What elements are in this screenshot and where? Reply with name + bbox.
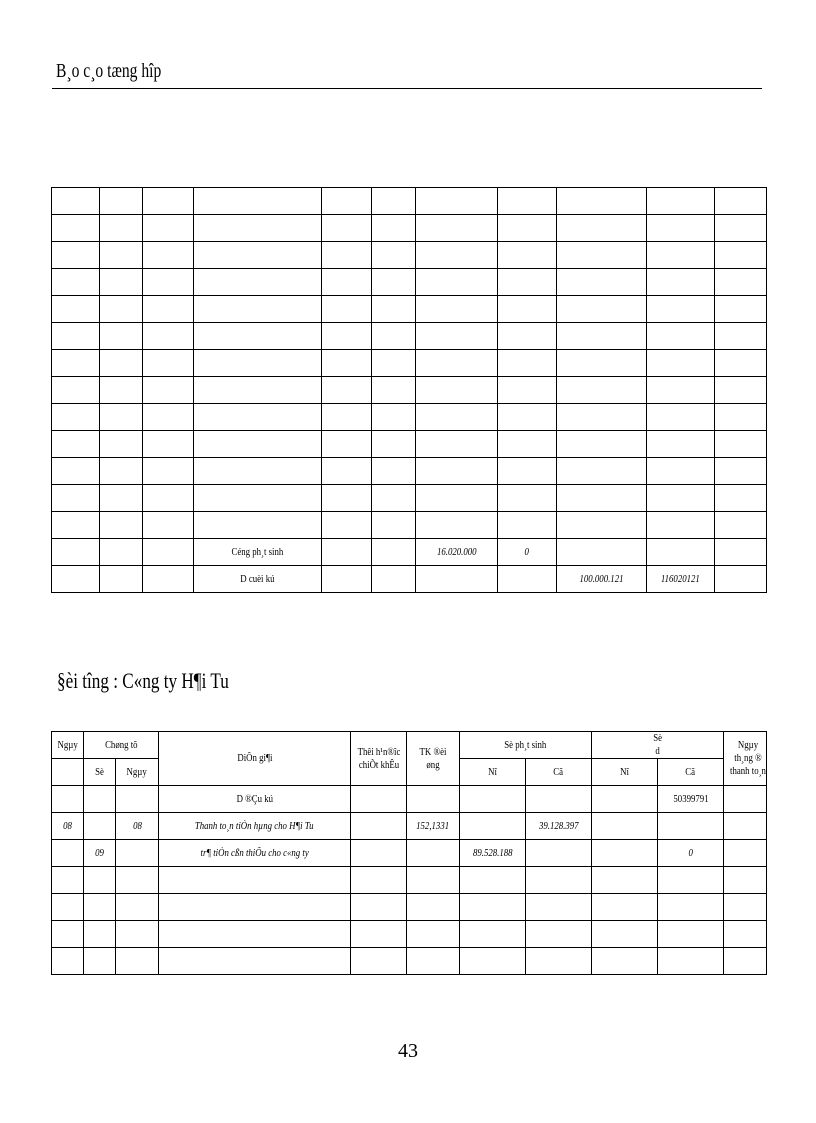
total-debit: 16.020.000: [436, 546, 477, 558]
header-divider: [52, 88, 762, 89]
table-row: [52, 786, 767, 813]
closing-label: D cuèi kú: [240, 573, 275, 585]
table-row: [52, 485, 767, 512]
table-row: [52, 323, 767, 350]
cell-bcredit: 0: [688, 847, 693, 859]
col-arising-header: Sè ph¸t sinh: [504, 738, 547, 751]
table-row: [52, 921, 767, 948]
ledger-table-bottom: [51, 731, 767, 975]
table-row: [52, 431, 767, 458]
total-credit: 0: [524, 546, 530, 558]
col-voucher-header: Chøng tõ: [104, 738, 138, 751]
col-date-header: Ngµy: [57, 738, 78, 751]
col-arising-credit-header: Cã: [553, 765, 564, 778]
cell-acct: 152,1331: [416, 820, 450, 832]
table-row: [52, 512, 767, 539]
table-row: [52, 215, 767, 242]
table-row: [52, 458, 767, 485]
page-number: 43: [398, 1040, 418, 1062]
cell-desc: tr¶ tiÒn cßn thiÕu cho c«ng ty: [200, 847, 309, 859]
closing-balance-credit: 116020121: [661, 573, 700, 585]
table-row: [52, 894, 767, 921]
closing-balance-debit: 100.000.121: [579, 573, 624, 585]
cell-bcredit: 50399791: [672, 793, 709, 805]
table-row: [52, 296, 767, 323]
table-row: [52, 948, 767, 975]
table-row: [52, 350, 767, 377]
cell-debit: 89.528.188: [472, 847, 513, 859]
section-title: §èi tîng : C«ng ty H¶i Tu: [57, 668, 229, 693]
col-balance-header: Sè d: [653, 732, 662, 757]
col-payment-date-header: Ngµy th¸ng ® thanh to¸n: [730, 739, 766, 777]
closing-row: [52, 566, 767, 593]
table-row: [52, 377, 767, 404]
table-row: [52, 840, 767, 867]
cell-date: 08: [63, 820, 72, 832]
col-balance-credit-header: Cã: [685, 765, 696, 778]
cell-desc: D ®Çu kú: [236, 793, 273, 805]
table-row: [52, 242, 767, 269]
col-balance-debit-header: Nî: [620, 765, 629, 778]
cell-credit: 39.128.397: [538, 820, 579, 832]
table-row: [52, 813, 767, 840]
cell-vdate: 08: [132, 820, 142, 832]
table-row: [52, 269, 767, 296]
cell-desc: Thanh to¸n tiÒn hµng cho H¶i Tu: [195, 820, 314, 832]
total-label: Céng ph¸t sinh: [231, 546, 284, 558]
table-row: [52, 404, 767, 431]
col-discount-header: Thêi h¹n®îc chiÕt khÊu: [357, 745, 401, 771]
table-row: [52, 188, 767, 215]
col-description-header: DiÔn gi¶i: [236, 752, 273, 764]
col-arising-debit-header: Nî: [488, 765, 497, 778]
cell-no: 09: [95, 847, 104, 859]
col-voucher-date-header: Ngµy: [126, 765, 148, 778]
col-voucher-no-header: Sè: [95, 765, 104, 778]
ledger-table-top: [51, 187, 767, 593]
col-account-header: TK ®èi øng: [419, 745, 447, 771]
total-row: [52, 539, 767, 566]
table-row: [52, 867, 767, 894]
report-title: B¸o c¸o tæng hîp: [56, 60, 162, 82]
